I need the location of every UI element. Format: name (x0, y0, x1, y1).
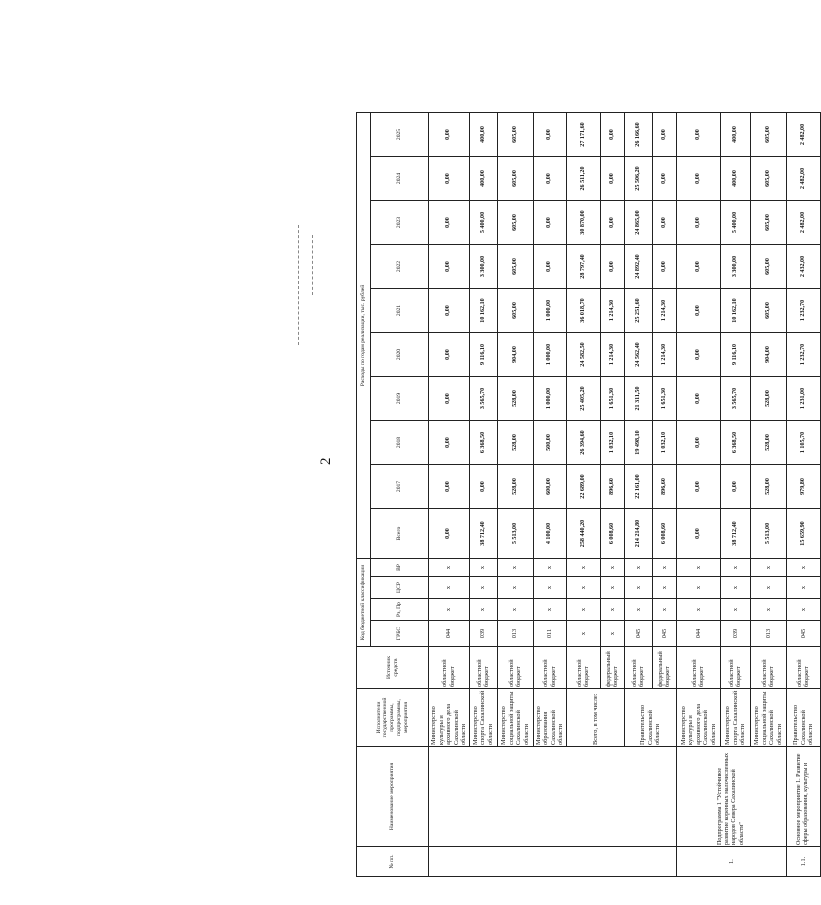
vr-cell: х (750, 559, 786, 577)
year-value-cell: 5 400,00 (469, 201, 497, 245)
source-cell: федеральный бюджет (600, 647, 624, 689)
vr-cell: х (624, 559, 652, 577)
year-value-cell: 605,00 (497, 157, 533, 201)
vr-cell: х (786, 559, 820, 577)
year-value-cell: 528,00 (497, 421, 533, 465)
year-value-cell: 24 582,50 (566, 333, 600, 377)
year-value-cell: 904,00 (750, 333, 786, 377)
year-value-cell: 0,00 (429, 201, 470, 245)
row-name-cell: Основное мероприятие 1. Развитие сферы образования, культуры и (786, 747, 820, 847)
year-value-cell: 10 162,10 (469, 289, 497, 333)
year-value-cell: 0,00 (652, 157, 676, 201)
year-value-cell: 36 018,70 (566, 289, 600, 333)
executor-cell: Министерство социальной защиты Сахалинской области (497, 689, 533, 747)
grbs-cell: 013 (750, 621, 786, 647)
year-value-cell: 0,00 (469, 465, 497, 509)
rzpr-cell: х (600, 599, 624, 621)
year-value-cell: 19 498,10 (624, 421, 652, 465)
total-value-cell: 5 513,00 (497, 509, 533, 559)
grbs-cell: 039 (720, 621, 750, 647)
total-value-cell: 4 100,00 (533, 509, 566, 559)
year-value-cell: 1 651,30 (600, 377, 624, 421)
vr-cell: х (566, 559, 600, 577)
total-value-cell: 258 440,20 (566, 509, 600, 559)
year-value-cell: 605,00 (497, 289, 533, 333)
source-cell: федеральный бюджет (652, 647, 676, 689)
year-value-cell: 0,00 (429, 245, 470, 289)
total-value-cell: 6 008,60 (600, 509, 624, 559)
executor-cell: Министерство спорта Сахалинской области (469, 689, 497, 747)
table-row (429, 113, 470, 877)
year-value-cell: 0,00 (676, 333, 720, 377)
csr-cell: х (469, 577, 497, 599)
year-value-cell: 2 482,00 (786, 201, 820, 245)
year-value-cell: 26 394,60 (566, 421, 600, 465)
year-value-cell: 6 368,50 (720, 421, 750, 465)
year-value-cell: 6 368,50 (469, 421, 497, 465)
scan-artifact-line (298, 225, 299, 345)
header-year: 2021 (371, 289, 429, 333)
year-value-cell: 0,00 (533, 245, 566, 289)
year-value-cell: 1 032,10 (600, 421, 624, 465)
rzpr-cell: х (676, 599, 720, 621)
row-name-cell: Подпрограмма 1 "Устойчивое развитие коренных малочисленных народов Севера Сахалинской области" (676, 747, 786, 847)
year-value-cell: 896,60 (600, 465, 624, 509)
rzpr-cell: х (533, 599, 566, 621)
csr-cell: х (624, 577, 652, 599)
vr-cell: х (469, 559, 497, 577)
year-value-cell: 26 166,60 (624, 113, 652, 157)
year-value-cell: 24 892,40 (624, 245, 652, 289)
year-value-cell: 605,00 (750, 289, 786, 333)
year-value-cell: 0,00 (533, 113, 566, 157)
year-value-cell: 3 300,00 (720, 245, 750, 289)
year-value-cell: 25 251,60 (624, 289, 652, 333)
source-cell: областной бюджет (786, 647, 820, 689)
year-value-cell: 0,00 (600, 157, 624, 201)
grbs-cell: 044 (429, 621, 470, 647)
source-cell: областной бюджет (469, 647, 497, 689)
vr-cell: х (676, 559, 720, 577)
table-row (786, 113, 820, 877)
grbs-cell: 044 (676, 621, 720, 647)
grbs-cell: 045 (652, 621, 676, 647)
year-value-cell: 0,00 (676, 421, 720, 465)
total-value-cell: 15 659,90 (786, 509, 820, 559)
executor-cell: Всего, в том числе: (566, 689, 624, 747)
year-value-cell: 2 432,00 (786, 245, 820, 289)
header-expenditure: Расходы по годам реализации, тыс. рублей (357, 113, 371, 559)
year-value-cell: 0,00 (429, 289, 470, 333)
csr-cell: х (786, 577, 820, 599)
year-value-cell: 605,00 (750, 113, 786, 157)
header-csr: ЦСР (371, 577, 429, 599)
year-value-cell: 1 000,00 (533, 333, 566, 377)
year-value-cell: 0,00 (533, 157, 566, 201)
row-number-cell (429, 847, 677, 877)
year-value-cell: 0,00 (676, 289, 720, 333)
year-value-cell: 1 214,30 (652, 333, 676, 377)
grbs-cell: 045 (786, 621, 820, 647)
executor-cell: Правительство Сахалинской области (624, 689, 676, 747)
rzpr-cell: х (469, 599, 497, 621)
csr-cell: х (720, 577, 750, 599)
year-value-cell: 0,00 (600, 245, 624, 289)
csr-cell: х (429, 577, 470, 599)
year-value-cell: 9 116,10 (469, 333, 497, 377)
total-value-cell: 38 712,40 (469, 509, 497, 559)
year-value-cell: 528,00 (497, 377, 533, 421)
source-cell: областной бюджет (497, 647, 533, 689)
year-value-cell: 0,00 (676, 465, 720, 509)
rzpr-cell: х (652, 599, 676, 621)
year-value-cell: 605,00 (497, 113, 533, 157)
vr-cell: х (720, 559, 750, 577)
grbs-cell: 011 (533, 621, 566, 647)
year-value-cell: 0,00 (676, 377, 720, 421)
year-value-cell: 22 689,00 (566, 465, 600, 509)
header-year: 2019 (371, 377, 429, 421)
csr-cell: х (676, 577, 720, 599)
year-value-cell: 600,00 (533, 465, 566, 509)
year-value-cell: 3 565,70 (720, 377, 750, 421)
year-value-cell: 500,00 (533, 421, 566, 465)
grbs-cell: 013 (497, 621, 533, 647)
rzpr-cell: х (720, 599, 750, 621)
header-source: Источник средств (357, 647, 429, 689)
total-value-cell: 38 712,40 (720, 509, 750, 559)
year-value-cell: 24 562,40 (624, 333, 652, 377)
year-value-cell: 2 482,00 (786, 113, 820, 157)
year-value-cell: 979,80 (786, 465, 820, 509)
scan-artifact-line (312, 235, 313, 295)
year-value-cell: 0,00 (429, 377, 470, 421)
year-value-cell: 400,00 (720, 113, 750, 157)
year-value-cell: 0,00 (429, 113, 470, 157)
source-cell: областной бюджет (566, 647, 600, 689)
year-value-cell: 1 232,70 (786, 289, 820, 333)
header-grbs: ГРБС (371, 621, 429, 647)
year-value-cell: 0,00 (652, 245, 676, 289)
source-cell: областной бюджет (624, 647, 652, 689)
year-value-cell: 26 511,20 (566, 157, 600, 201)
total-value-cell: 214 214,80 (624, 509, 652, 559)
year-value-cell: 0,00 (429, 421, 470, 465)
rzpr-cell: х (786, 599, 820, 621)
year-value-cell: 400,00 (720, 157, 750, 201)
csr-cell: х (600, 577, 624, 599)
csr-cell: х (497, 577, 533, 599)
year-value-cell: 30 870,00 (566, 201, 600, 245)
year-value-cell: 0,00 (676, 157, 720, 201)
vr-cell: х (533, 559, 566, 577)
year-value-cell: 0,00 (533, 201, 566, 245)
year-value-cell: 2 482,00 (786, 157, 820, 201)
header-year: 2025 (371, 113, 429, 157)
header-year: 2022 (371, 245, 429, 289)
year-value-cell: 5 400,00 (720, 201, 750, 245)
header-name: Наименование мероприятия (357, 747, 429, 847)
year-value-cell: 0,00 (652, 201, 676, 245)
header-row-groups (357, 113, 371, 877)
executor-cell: Правительство Сахалинской области (786, 689, 820, 747)
vr-cell: х (652, 559, 676, 577)
year-value-cell: 400,00 (469, 113, 497, 157)
year-value-cell: 1 651,30 (652, 377, 676, 421)
year-value-cell: 3 565,70 (469, 377, 497, 421)
year-value-cell: 528,00 (750, 465, 786, 509)
executor-cell: Министерство спорта Сахалинской области (720, 689, 750, 747)
year-value-cell: 24 865,00 (624, 201, 652, 245)
year-value-cell: 896,60 (652, 465, 676, 509)
year-value-cell: 0,00 (600, 201, 624, 245)
year-value-cell: 1 000,00 (533, 289, 566, 333)
table-row (676, 113, 720, 877)
csr-cell: х (652, 577, 676, 599)
executor-cell: Министерство культуры и архивного дела Сахалинской области (676, 689, 720, 747)
year-value-cell: 1 231,00 (786, 377, 820, 421)
year-value-cell: 605,00 (750, 157, 786, 201)
year-value-cell: 1 105,70 (786, 421, 820, 465)
year-value-cell: 0,00 (600, 113, 624, 157)
total-value-cell: 0,00 (429, 509, 470, 559)
executor-cell: Министерство социальной защиты Сахалинской области (750, 689, 786, 747)
row-name-cell (429, 747, 677, 847)
year-value-cell: 605,00 (750, 245, 786, 289)
csr-cell: х (533, 577, 566, 599)
year-value-cell: 0,00 (652, 113, 676, 157)
year-value-cell: 0,00 (429, 333, 470, 377)
year-value-cell: 528,00 (750, 377, 786, 421)
year-value-cell: 10 162,10 (720, 289, 750, 333)
rzpr-cell: х (624, 599, 652, 621)
header-year: 2023 (371, 201, 429, 245)
year-value-cell: 1 000,00 (533, 377, 566, 421)
vr-cell: х (497, 559, 533, 577)
page-number: 2 (318, 457, 334, 465)
header-rzpr: Рз, Пр (371, 599, 429, 621)
grbs-cell: х (566, 621, 600, 647)
executor-cell: Министерство культуры и архивного дела Сахалинской области (429, 689, 470, 747)
year-value-cell: 25 405,20 (566, 377, 600, 421)
year-value-cell: 605,00 (497, 201, 533, 245)
year-value-cell: 1 232,70 (786, 333, 820, 377)
expenditure-table (356, 112, 821, 877)
header-year: 2018 (371, 421, 429, 465)
year-value-cell: 1 032,10 (652, 421, 676, 465)
year-value-cell: 605,00 (497, 245, 533, 289)
executor-cell: Министерство образования Сахалинской области (533, 689, 566, 747)
year-value-cell: 0,00 (429, 465, 470, 509)
year-value-cell: 0,00 (676, 201, 720, 245)
source-cell: областной бюджет (676, 647, 720, 689)
year-value-cell: 9 116,10 (720, 333, 750, 377)
header-executor: Исполнители государственной программы, подпрограммы, мероприятия (357, 689, 429, 747)
header-no: № пп. (357, 847, 429, 877)
rzpr-cell: х (566, 599, 600, 621)
csr-cell: х (566, 577, 600, 599)
year-value-cell: 27 171,60 (566, 113, 600, 157)
source-cell: областной бюджет (750, 647, 786, 689)
header-year: 2020 (371, 333, 429, 377)
table-body (429, 113, 821, 877)
year-value-cell: 528,00 (750, 421, 786, 465)
row-number-cell: 1.1. (786, 847, 820, 877)
rzpr-cell: х (750, 599, 786, 621)
year-value-cell: 400,00 (469, 157, 497, 201)
csr-cell: х (750, 577, 786, 599)
source-cell: областной бюджет (429, 647, 470, 689)
year-value-cell: 0,00 (676, 113, 720, 157)
year-value-cell: 904,00 (497, 333, 533, 377)
header-budget-classification: Код бюджетной классификации (357, 559, 371, 647)
year-value-cell: 21 311,50 (624, 377, 652, 421)
year-value-cell: 0,00 (720, 465, 750, 509)
rzpr-cell: х (497, 599, 533, 621)
year-value-cell: 1 214,30 (600, 289, 624, 333)
grbs-cell: 045 (624, 621, 652, 647)
year-value-cell: 1 214,30 (600, 333, 624, 377)
row-number-cell: 1. (676, 847, 786, 877)
vr-cell: х (429, 559, 470, 577)
grbs-cell: 039 (469, 621, 497, 647)
rzpr-cell: х (429, 599, 470, 621)
grbs-cell: х (600, 621, 624, 647)
total-value-cell: 0,00 (676, 509, 720, 559)
year-value-cell: 528,00 (497, 465, 533, 509)
source-cell: областной бюджет (533, 647, 566, 689)
year-value-cell: 1 214,30 (652, 289, 676, 333)
total-value-cell: 5 513,00 (750, 509, 786, 559)
year-value-cell: 22 161,00 (624, 465, 652, 509)
year-value-cell: 605,00 (750, 201, 786, 245)
header-total: Всего (371, 509, 429, 559)
total-value-cell: 6 008,60 (652, 509, 676, 559)
header-year: 2024 (371, 157, 429, 201)
header-vr: ВР (371, 559, 429, 577)
source-cell: областной бюджет (720, 647, 750, 689)
year-value-cell: 3 300,00 (469, 245, 497, 289)
header-year: 2017 (371, 465, 429, 509)
year-value-cell: 28 797,40 (566, 245, 600, 289)
year-value-cell: 0,00 (429, 157, 470, 201)
vr-cell: х (600, 559, 624, 577)
year-value-cell: 25 506,20 (624, 157, 652, 201)
year-value-cell: 0,00 (676, 245, 720, 289)
